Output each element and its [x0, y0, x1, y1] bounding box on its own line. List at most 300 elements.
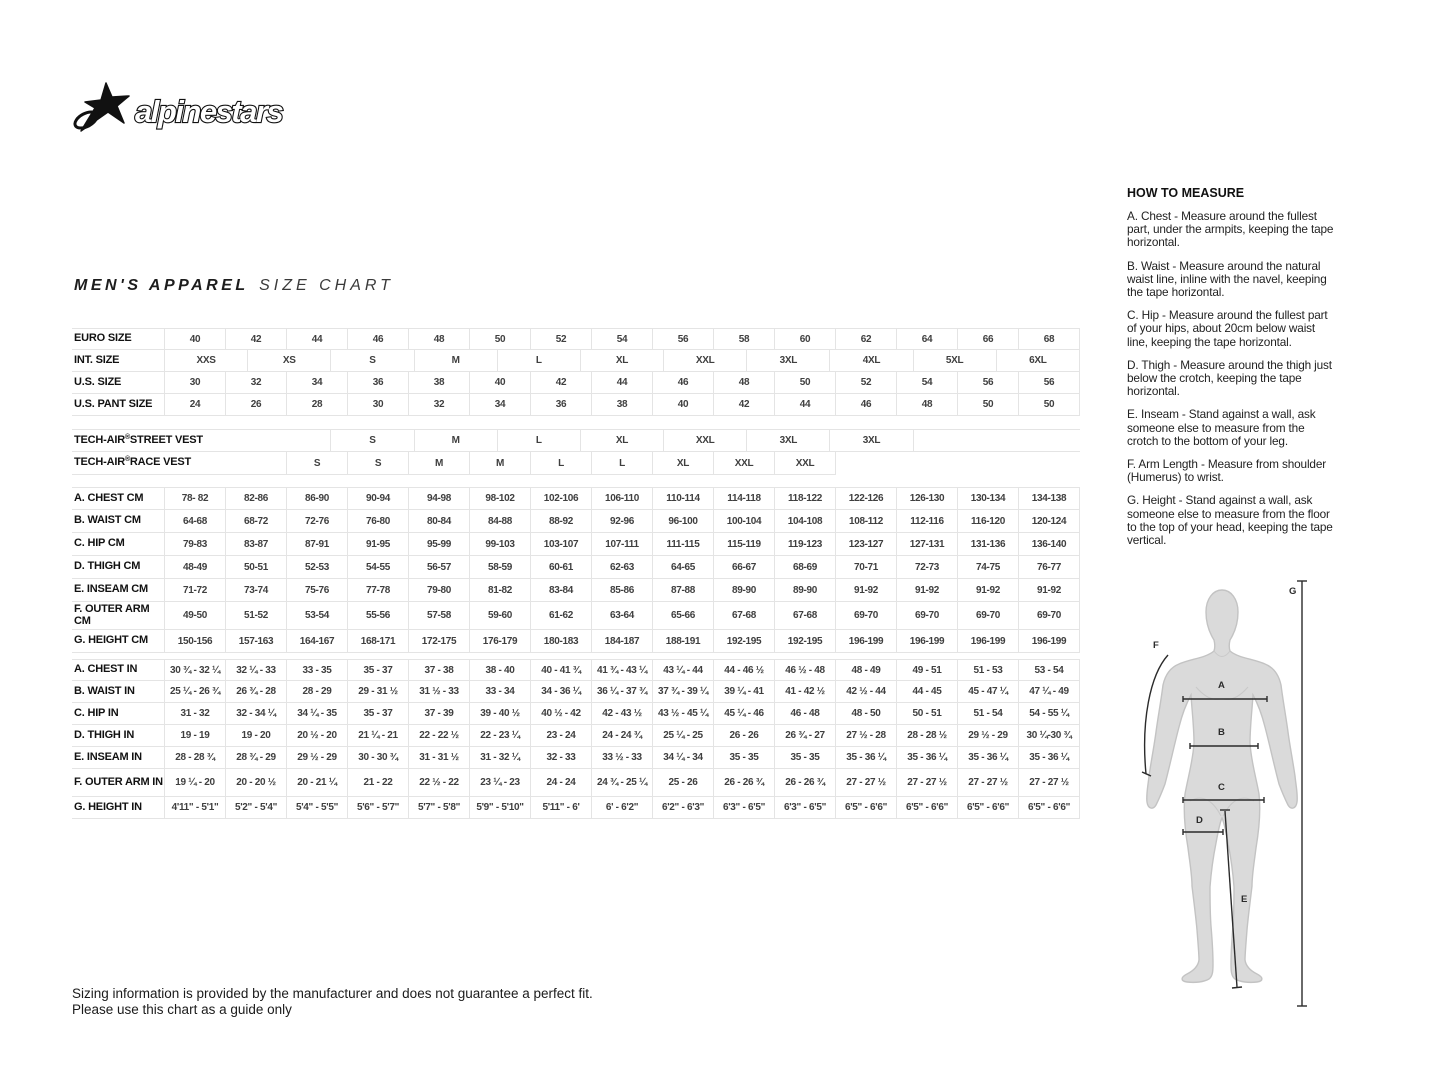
size-cell: XL [581, 429, 664, 452]
astar-icon [73, 83, 129, 131]
size-cell: XXL [664, 350, 747, 372]
size-cell: 36 ¼ - 37 ¾ [592, 681, 653, 703]
size-cell: 44 [287, 328, 348, 350]
size-cell: 136-140 [1019, 533, 1080, 556]
size-cell: 46 ½ - 48 [775, 659, 836, 681]
size-cell: 5'9" - 5'10" [470, 797, 531, 819]
size-cell: 82-86 [226, 487, 287, 510]
table-row [72, 556, 1080, 579]
size-cell: 41 ¾ - 43 ¼ [592, 659, 653, 681]
row-label: U.S. PANT SIZE [72, 394, 165, 416]
size-cell: 48 [714, 372, 775, 394]
size-cell: 63-64 [592, 602, 653, 630]
size-cell: 19 - 19 [165, 725, 226, 747]
size-cell: 69-70 [897, 602, 958, 630]
size-cell: 56 [958, 372, 1019, 394]
size-cell: 60 [775, 328, 836, 350]
size-cell: 66 [958, 328, 1019, 350]
measure-instruction: C. Hip - Measure around the fullest part of your hips, about 20cm below waist line, keeping the tape horizontal. [1127, 308, 1328, 349]
size-cell: L [498, 429, 581, 452]
size-cell: 44 [592, 372, 653, 394]
how-to-measure-heading: HOW TO MEASURE [1127, 186, 1245, 200]
row-label: D. THIGH IN [72, 725, 165, 747]
size-cell: 127-131 [897, 533, 958, 556]
size-cell: 54 - 55 ¼ [1019, 703, 1080, 725]
size-cell: 46 [348, 328, 409, 350]
table-row [72, 725, 1080, 747]
row-label: EURO SIZE [72, 328, 165, 350]
size-cell: 30 - 30 ¾ [348, 747, 409, 769]
size-cell: 91-92 [836, 579, 897, 602]
size-cell: 45 ¼ - 46 [714, 703, 775, 725]
label-chest: A [1218, 680, 1225, 691]
size-cell: 26 - 26 ¾ [714, 769, 775, 797]
size-cell: 68-69 [775, 556, 836, 579]
row-label: A. CHEST IN [72, 659, 165, 681]
size-cell: 53 - 54 [1019, 659, 1080, 681]
how-to-measure-list [1127, 210, 1334, 547]
size-cell: 83-84 [531, 579, 592, 602]
size-cell: 196-199 [958, 630, 1019, 653]
size-cell: 26 - 26 [714, 725, 775, 747]
size-cell: 42 [714, 394, 775, 416]
size-cell: 35 - 35 [714, 747, 775, 769]
size-cell: 49-50 [165, 602, 226, 630]
table-row [72, 797, 1080, 819]
size-cell: 75-76 [287, 579, 348, 602]
size-cell: 70-71 [836, 556, 897, 579]
size-cell: 69-70 [836, 602, 897, 630]
size-cell: 40 ½ - 42 [531, 703, 592, 725]
size-cell: 4XL [830, 350, 913, 372]
size-cell: 6'3" - 6'5" [775, 797, 836, 819]
size-cell: 35 - 35 [775, 747, 836, 769]
table-row [72, 372, 1080, 394]
size-cell: 114-118 [714, 487, 775, 510]
size-cell: 24 - 24 ¾ [592, 725, 653, 747]
table-row [72, 769, 1080, 797]
size-cell: XS [248, 350, 331, 372]
size-cell: 79-80 [409, 579, 470, 602]
size-cell: 39 ¼ - 41 [714, 681, 775, 703]
page-title [74, 277, 394, 295]
size-cell: 6'5" - 6'6" [1019, 797, 1080, 819]
size-cell: 27 ½ - 28 [836, 725, 897, 747]
row-label: G. HEIGHT IN [72, 797, 165, 819]
size-cell: 68-72 [226, 510, 287, 533]
empty-cell [836, 452, 1080, 475]
table-row [72, 328, 1080, 350]
size-cell: L [498, 350, 581, 372]
size-cell: 38 [592, 394, 653, 416]
row-label: E. INSEAM CM [72, 579, 165, 602]
measure-instruction: G. Height - Stand against a wall, ask someone else to measure from the floor to the top of your head, keeping the tape vertical. [1127, 493, 1333, 548]
size-cell: 110-114 [653, 487, 714, 510]
label-thigh: D [1196, 815, 1203, 826]
size-cell: 184-187 [592, 630, 653, 653]
size-cell: XL [581, 350, 664, 372]
size-cell: 106-110 [592, 487, 653, 510]
size-cell: 30 ¼-30 ¾ [1019, 725, 1080, 747]
how-to-measure-panel [1127, 186, 1334, 547]
size-cell: 164-167 [287, 630, 348, 653]
size-cell: 52 [836, 372, 897, 394]
size-cell: 30 [348, 394, 409, 416]
size-cell: 116-120 [958, 510, 1019, 533]
size-cell: 26 - 26 ¾ [775, 769, 836, 797]
size-cell: 103-107 [531, 533, 592, 556]
size-cell: 35 - 36 ¼ [958, 747, 1019, 769]
size-cell: 48 [897, 394, 958, 416]
row-label: D. THIGH CM [72, 556, 165, 579]
size-cell: 44 - 45 [897, 681, 958, 703]
size-cell: 43 ¼ - 44 [653, 659, 714, 681]
size-cell: 65-66 [653, 602, 714, 630]
size-cell: 3XL [747, 429, 830, 452]
size-cell: 90-94 [348, 487, 409, 510]
size-cell: 36 [348, 372, 409, 394]
size-cell: S [331, 429, 414, 452]
size-cell: 28 - 28 ½ [897, 725, 958, 747]
measurement-figure [1130, 568, 1445, 1040]
measure-instruction: A. Chest - Measure around the fullest part, under the armpits, keeping the tape horizontal. [1127, 209, 1334, 250]
size-cell: 196-199 [897, 630, 958, 653]
size-cell: 56 [653, 328, 714, 350]
size-cell: 5XL [914, 350, 997, 372]
size-cell: 122-126 [836, 487, 897, 510]
size-cell: 176-179 [470, 630, 531, 653]
size-cell: 196-199 [1019, 630, 1080, 653]
size-cell: 112-116 [897, 510, 958, 533]
size-cell: 50-51 [226, 556, 287, 579]
size-cell: 37 - 39 [409, 703, 470, 725]
size-cell: 29 - 31 ½ [348, 681, 409, 703]
size-cell: 54 [592, 328, 653, 350]
size-cell: 50 [470, 328, 531, 350]
size-cell: 50 - 51 [897, 703, 958, 725]
table-row [72, 703, 1080, 725]
row-label: B. WAIST IN [72, 681, 165, 703]
size-cell: 72-76 [287, 510, 348, 533]
size-cell: 25 ¼ - 26 ¾ [165, 681, 226, 703]
size-cell: 29 ½ - 29 [287, 747, 348, 769]
size-cell: 64 [897, 328, 958, 350]
disclaimer-line-2: Please use this chart as a guide only [72, 1002, 292, 1018]
label-inseam: E [1241, 894, 1248, 905]
size-cell: XXS [165, 350, 248, 372]
size-cell: XXL [714, 452, 775, 475]
size-table [72, 328, 1080, 819]
size-cell: 25 - 26 [653, 769, 714, 797]
size-cell: 67-68 [714, 602, 775, 630]
size-cell: 111-115 [653, 533, 714, 556]
size-cell: 73-74 [226, 579, 287, 602]
size-cell: 32 - 34 ¼ [226, 703, 287, 725]
size-cell: 6'2" - 6'3" [653, 797, 714, 819]
size-cell: 5'7" - 5'8" [409, 797, 470, 819]
size-cell: 50 [775, 372, 836, 394]
size-cell: 44 - 46 ½ [714, 659, 775, 681]
table-row [72, 681, 1080, 703]
size-cell: 95-99 [409, 533, 470, 556]
size-cell: 34 [470, 394, 531, 416]
size-cell: 76-77 [1019, 556, 1080, 579]
size-cell: 54 [897, 372, 958, 394]
size-cell: 98-102 [470, 487, 531, 510]
size-cell: 61-62 [531, 602, 592, 630]
size-cell: L [531, 452, 592, 475]
label-height: G [1289, 586, 1297, 597]
size-cell: 64-68 [165, 510, 226, 533]
size-cell: 99-103 [470, 533, 531, 556]
size-cell: 3XL [830, 429, 913, 452]
size-cell: 89-90 [714, 579, 775, 602]
size-cell: 33 ½ - 33 [592, 747, 653, 769]
size-cell: 48 [409, 328, 470, 350]
size-cell: 91-92 [958, 579, 1019, 602]
size-cell: 102-106 [531, 487, 592, 510]
size-cell: 53-54 [287, 602, 348, 630]
size-cell: 19 - 20 [226, 725, 287, 747]
size-cell: 188-191 [653, 630, 714, 653]
table-row [72, 533, 1080, 556]
size-cell: 64-65 [653, 556, 714, 579]
label-hip: C [1218, 782, 1225, 793]
size-cell: 44 [775, 394, 836, 416]
table-row [72, 394, 1080, 416]
empty-cell [914, 429, 1080, 452]
size-cell: 192-195 [775, 630, 836, 653]
size-cell: 87-91 [287, 533, 348, 556]
size-cell: 42 [531, 372, 592, 394]
size-cell: 6' - 6'2" [592, 797, 653, 819]
size-cell: 27 - 27 ½ [897, 769, 958, 797]
size-cell: 37 - 38 [409, 659, 470, 681]
size-cell: L [592, 452, 653, 475]
size-cell: 130-134 [958, 487, 1019, 510]
size-cell: 157-163 [226, 630, 287, 653]
size-cell: 28 [287, 394, 348, 416]
size-cell: XXL [664, 429, 747, 452]
size-cell: 123-127 [836, 533, 897, 556]
size-cell: 39 - 40 ½ [470, 703, 531, 725]
size-cell: 51-52 [226, 602, 287, 630]
table-row [72, 510, 1080, 533]
size-cell: 180-183 [531, 630, 592, 653]
logo-wordmark: alpinestars [135, 94, 283, 129]
size-cell: 6'5" - 6'6" [897, 797, 958, 819]
size-cell: 56-57 [409, 556, 470, 579]
table-row [72, 602, 1080, 630]
size-cell: 32 - 33 [531, 747, 592, 769]
table-block-in [72, 659, 1080, 819]
size-cell: 26 [226, 394, 287, 416]
size-cell: 3XL [747, 350, 830, 372]
size-cell: 51 - 54 [958, 703, 1019, 725]
size-cell: 83-87 [226, 533, 287, 556]
size-cell: 196-199 [836, 630, 897, 653]
label-arm-length: F [1153, 640, 1159, 651]
size-cell: 79-83 [165, 533, 226, 556]
size-cell: 5'6" - 5'7" [348, 797, 409, 819]
size-cell: 6'3" - 6'5" [714, 797, 775, 819]
size-cell: 48 - 50 [836, 703, 897, 725]
size-cell: 87-88 [653, 579, 714, 602]
size-cell: 51 - 53 [958, 659, 1019, 681]
label-waist: B [1218, 727, 1225, 738]
size-cell: 108-112 [836, 510, 897, 533]
size-cell: 58-59 [470, 556, 531, 579]
size-cell: 31 - 32 [165, 703, 226, 725]
size-cell: 29 ½ - 29 [958, 725, 1019, 747]
disclaimer-note [72, 986, 593, 1019]
size-cell: 40 [165, 328, 226, 350]
size-cell: 46 [653, 372, 714, 394]
table-row [72, 630, 1080, 653]
size-cell: M [470, 452, 531, 475]
size-cell: 107-111 [592, 533, 653, 556]
size-cell: 48 - 49 [836, 659, 897, 681]
table-row [72, 429, 1080, 452]
size-cell: XL [653, 452, 714, 475]
size-cell: 119-123 [775, 533, 836, 556]
size-cell: 172-175 [409, 630, 470, 653]
size-cell: 89-90 [775, 579, 836, 602]
row-label: INT. SIZE [72, 350, 165, 372]
size-cell: 32 [409, 394, 470, 416]
size-cell: 34 [287, 372, 348, 394]
size-cell: 30 ¾ - 32 ¼ [165, 659, 226, 681]
size-cell: 31 - 32 ¼ [470, 747, 531, 769]
table-block-vests [72, 429, 1080, 475]
size-cell: 168-171 [348, 630, 409, 653]
size-cell: 27 - 27 ½ [836, 769, 897, 797]
table-block-sizes [72, 328, 1080, 416]
size-cell: XXL [775, 452, 836, 475]
disclaimer-line-1: Sizing information is provided by the manufacturer and does not guarantee a perfect fit. [72, 986, 593, 1001]
size-cell: 33 - 35 [287, 659, 348, 681]
table-row [72, 452, 1080, 475]
size-cell: 28 ¾ - 29 [226, 747, 287, 769]
size-cell: 131-136 [958, 533, 1019, 556]
size-cell: 41 - 42 ½ [775, 681, 836, 703]
size-cell: 26 ¾ - 28 [226, 681, 287, 703]
size-cell: 55-56 [348, 602, 409, 630]
size-cell: 74-75 [958, 556, 1019, 579]
size-cell: 67-68 [775, 602, 836, 630]
size-cell: 40 [653, 394, 714, 416]
size-cell: M [409, 452, 470, 475]
size-cell: 35 - 37 [348, 659, 409, 681]
measure-instruction: D. Thigh - Measure around the thigh just below the crotch, keeping the tape horizontal. [1127, 357, 1332, 399]
size-cell: 78- 82 [165, 487, 226, 510]
size-cell: 60-61 [531, 556, 592, 579]
row-label: F. OUTER ARM IN [72, 769, 165, 797]
size-cell: 20 ½ - 20 [287, 725, 348, 747]
row-label: C. HIP IN [72, 703, 165, 725]
size-cell: 76-80 [348, 510, 409, 533]
size-cell: 46 [836, 394, 897, 416]
size-cell: 69-70 [958, 602, 1019, 630]
size-cell: 40 - 41 ¾ [531, 659, 592, 681]
page-title-secondary: SIZE CHART [259, 277, 394, 294]
size-cell: 32 [226, 372, 287, 394]
size-cell: 91-92 [897, 579, 958, 602]
size-cell: 50 [1019, 394, 1080, 416]
size-cell: 5'11" - 6' [531, 797, 592, 819]
table-block-cm [72, 487, 1080, 653]
row-label: G. HEIGHT CM [72, 630, 165, 653]
row-label: A. CHEST CM [72, 487, 165, 510]
size-cell: S [287, 452, 348, 475]
size-cell: 34 - 36 ¼ [531, 681, 592, 703]
size-cell: 62-63 [592, 556, 653, 579]
size-cell: 33 - 34 [470, 681, 531, 703]
row-label: E. INSEAM IN [72, 747, 165, 769]
size-cell: 21 ¼ - 21 [348, 725, 409, 747]
size-cell: 36 [531, 394, 592, 416]
size-cell: 42 - 43 ½ [592, 703, 653, 725]
size-cell: 5'2" - 5'4" [226, 797, 287, 819]
table-row [72, 579, 1080, 602]
size-cell: 115-119 [714, 533, 775, 556]
size-cell: 100-104 [714, 510, 775, 533]
height-measure-line [1297, 581, 1307, 1006]
size-cell: S [348, 452, 409, 475]
size-cell: 6'5" - 6'6" [958, 797, 1019, 819]
size-cell: 84-88 [470, 510, 531, 533]
size-cell: 34 ¼ - 35 [287, 703, 348, 725]
size-cell: 88-92 [531, 510, 592, 533]
size-cell: 192-195 [714, 630, 775, 653]
size-cell: 19 ¼ - 20 [165, 769, 226, 797]
size-cell: 56 [1019, 372, 1080, 394]
size-cell: 26 ¾ - 27 [775, 725, 836, 747]
size-cell: 46 - 48 [775, 703, 836, 725]
measure-instruction: E. Inseam - Stand against a wall, ask someone else to measure from the crotch to the bottom of your leg. [1127, 407, 1316, 448]
measure-instruction: B. Waist - Measure around the natural waist line, inline with the navel, keeping the tape horizontal. [1127, 258, 1327, 300]
size-cell: 24 ¾ - 25 ¼ [592, 769, 653, 797]
size-cell: 150-156 [165, 630, 226, 653]
table-row [72, 350, 1080, 372]
size-cell: 91-92 [1019, 579, 1080, 602]
size-cell: 35 - 37 [348, 703, 409, 725]
size-cell: 23 ¼ - 23 [470, 769, 531, 797]
size-cell: 6XL [997, 350, 1080, 372]
size-cell: 50 [958, 394, 1019, 416]
size-cell: 20 - 20 ½ [226, 769, 287, 797]
size-cell: M [415, 429, 498, 452]
size-cell: 22 - 23 ¼ [470, 725, 531, 747]
size-cell: 71-72 [165, 579, 226, 602]
size-cell: M [415, 350, 498, 372]
table-row [72, 487, 1080, 510]
size-cell: 27 - 27 ½ [1019, 769, 1080, 797]
size-cell: 86-90 [287, 487, 348, 510]
size-cell: 54-55 [348, 556, 409, 579]
size-cell: 4'11" - 5'1" [165, 797, 226, 819]
size-cell: 35 - 36 ¼ [1019, 747, 1080, 769]
size-cell: 42 [226, 328, 287, 350]
size-cell: 25 ¼ - 25 [653, 725, 714, 747]
size-cell: 91-95 [348, 533, 409, 556]
alpinestars-logo [73, 82, 325, 136]
size-cell: 59-60 [470, 602, 531, 630]
size-cell: 27 - 27 ½ [958, 769, 1019, 797]
size-cell: 20 - 21 ¼ [287, 769, 348, 797]
size-cell: 118-122 [775, 487, 836, 510]
size-cell: 22 - 22 ½ [409, 725, 470, 747]
